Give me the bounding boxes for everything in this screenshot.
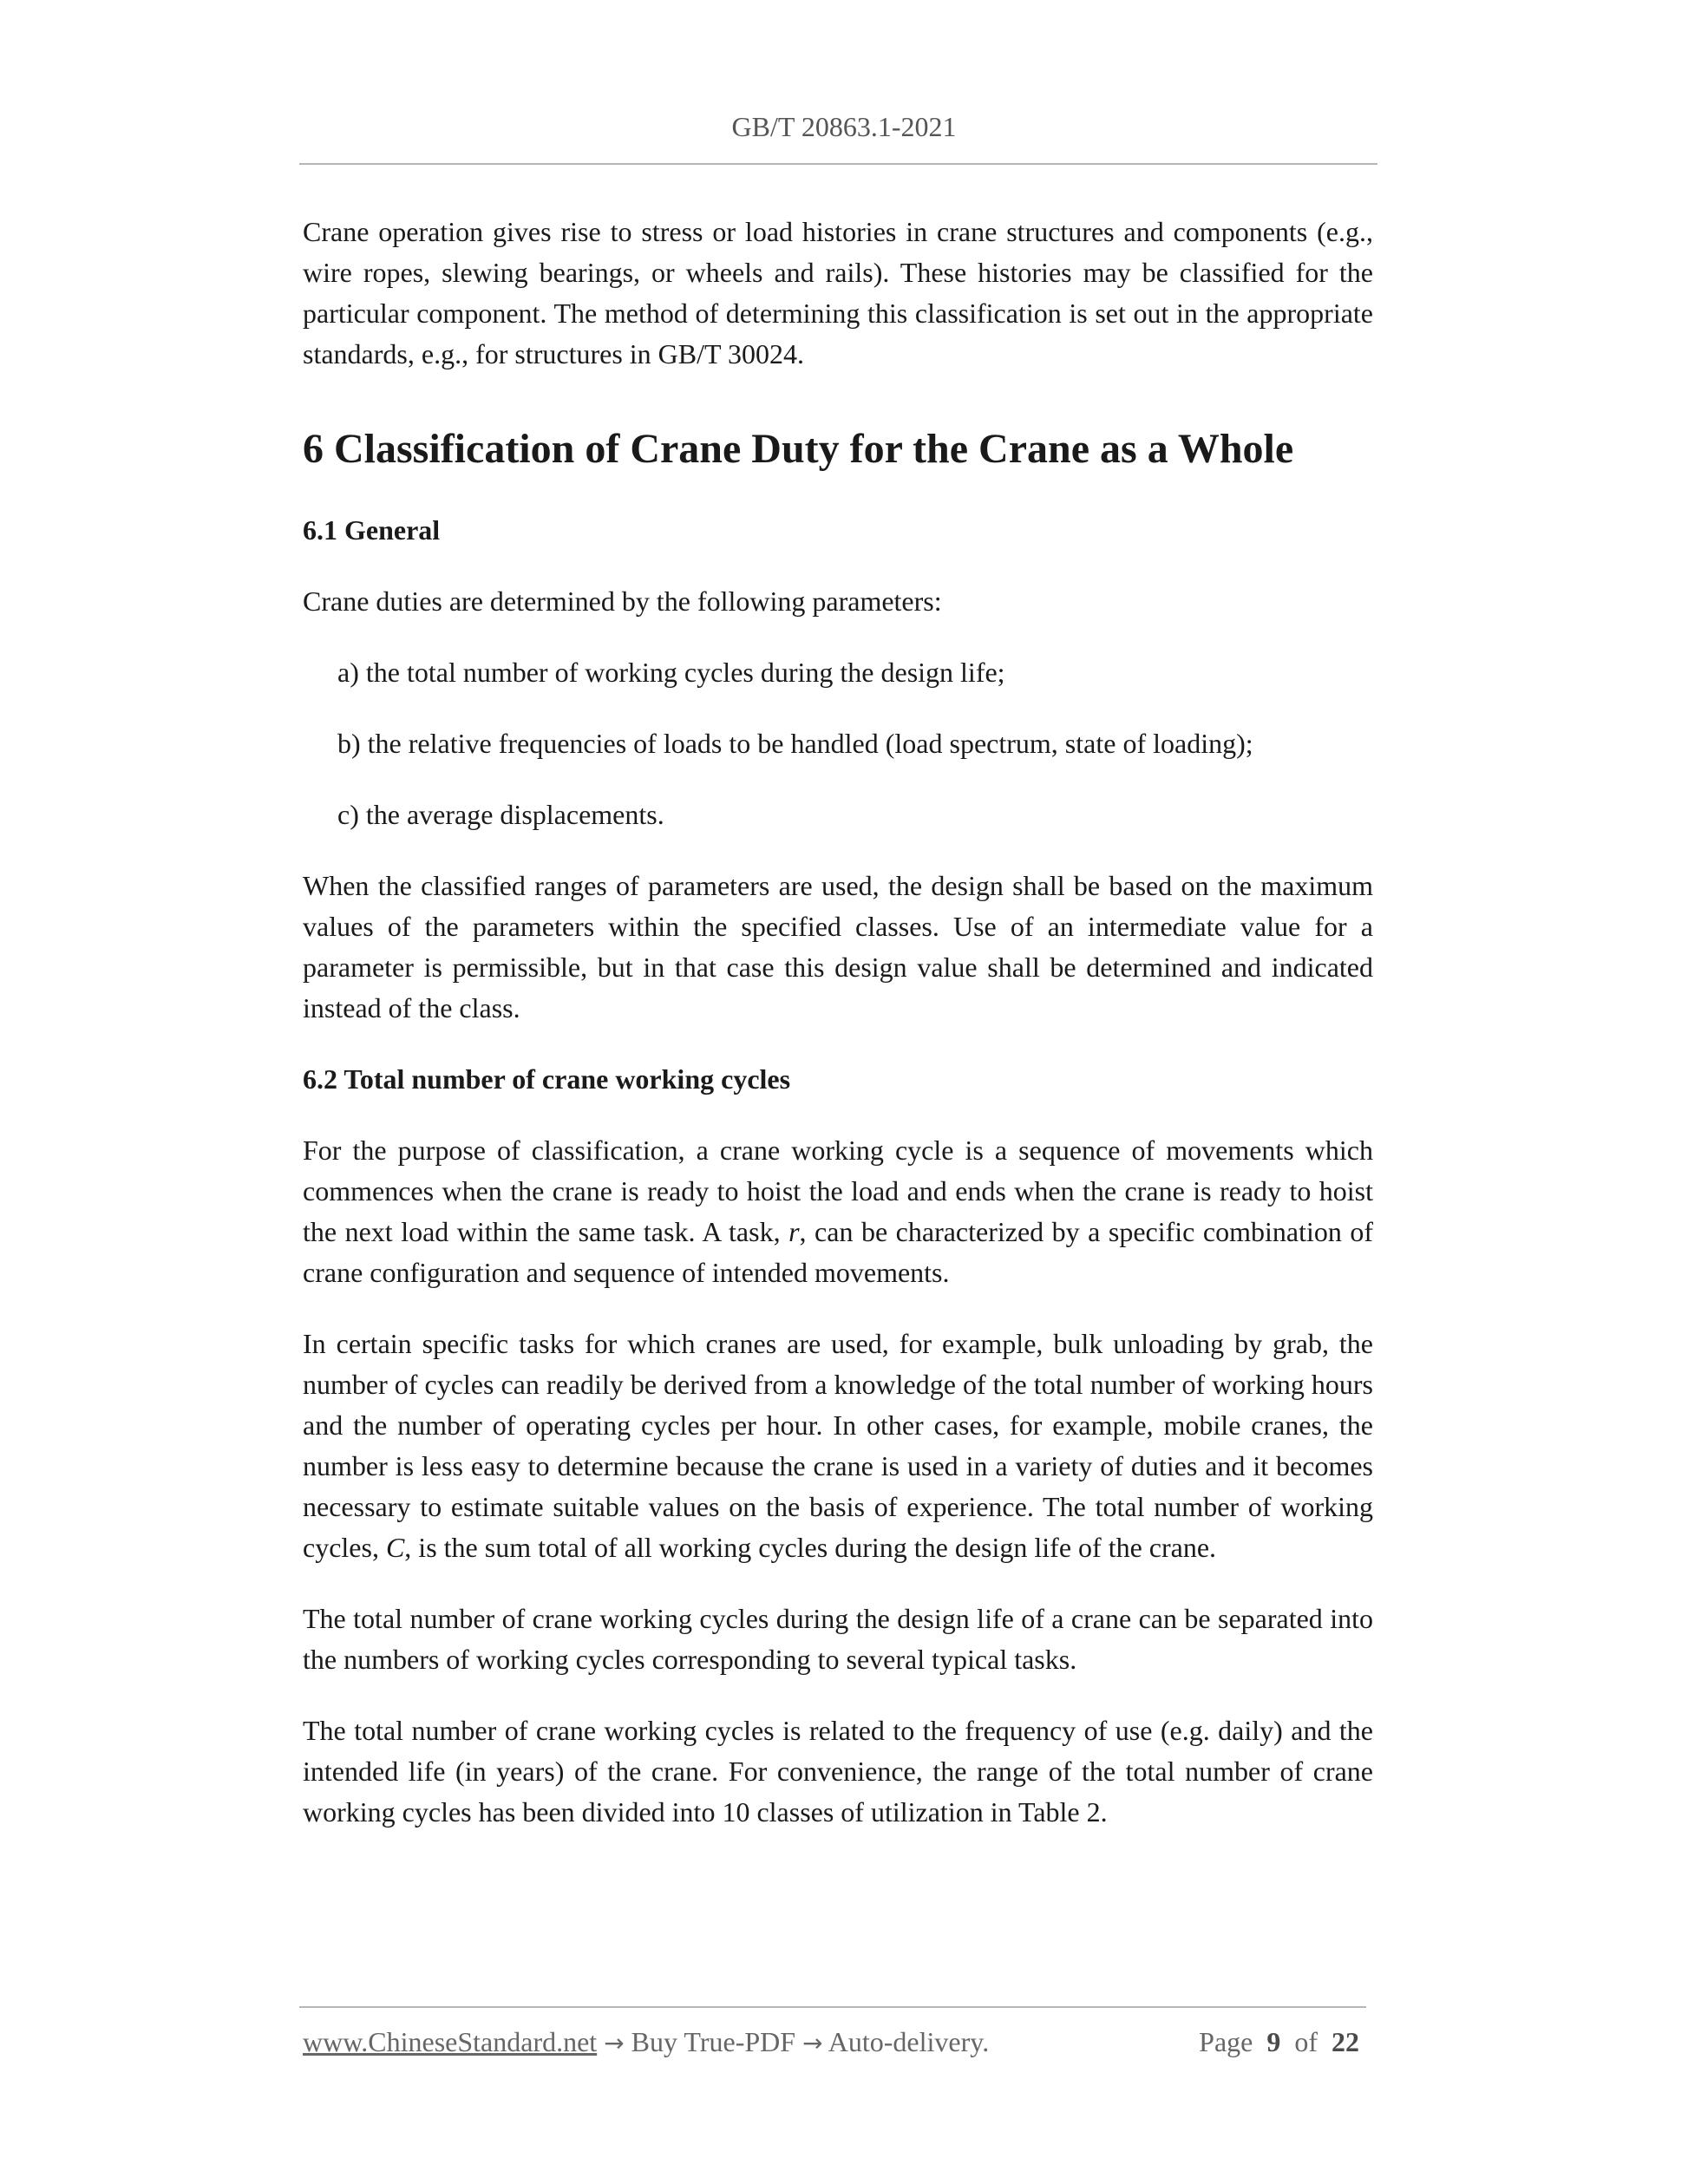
total-pages-number: 22	[1331, 2026, 1359, 2057]
variable-c: C	[385, 1532, 405, 1563]
paragraph-text: , is the sum total of all working cycles during the design life of the crane.	[404, 1532, 1217, 1563]
footer-divider	[299, 2006, 1366, 2008]
section-6-heading: 6 Classification of Crane Duty for the Crane as a Whole	[303, 426, 1294, 472]
paragraph-text: In certain specific tasks for which cranes are used, for example, bulk unloading by grab, the number of cycles can readily be derived from a knowledge of the total number of working hours and the number of operating cycles per hour. In other cases, for example, mobile cranes, the number is less easy to determine because the crane is used in a variety of duties and it becomes necessary to estimate suitable values on the basis of experience. The total number of working cycles,	[303, 1328, 1373, 1563]
section-6-2-paragraph-3: The total number of crane working cycles during the design life of a crane can be separated into the numbers of working cycles corresponding to several typical tasks.	[303, 1603, 1373, 1675]
page-footer	[303, 2026, 1366, 2070]
page-label: Page	[1199, 2026, 1253, 2057]
section-6-1-paragraph-1: Crane duties are determined by the following parameters:	[303, 585, 942, 617]
paragraph-text: For the purpose of classification, a crane working cycle is a sequence of movements which commences when the crane is ready to hoist the load and ends when the crane is ready to hoist the next load within the same task. A task,	[303, 1135, 1373, 1247]
auto-delivery-text: Auto-delivery.	[828, 2026, 990, 2057]
section-6-2-paragraph-4: The total number of crane working cycles is related to the frequency of use (e.g. daily) and the intended life (in years) of the crane. For convenience, the range of the total number of crane working cycles has been divided into 10 classes of utilization in Table 2.	[303, 1715, 1373, 1828]
list-item-c: c) the average displacements.	[337, 799, 664, 830]
of-label: of	[1294, 2026, 1318, 2057]
footer-promo	[303, 2026, 989, 2058]
section-6-2-paragraph-1	[303, 1130, 1373, 1293]
page-body	[303, 212, 1373, 1863]
paragraph-text: , can be characterized by a specific combination of crane configuration and sequence of intended movements.	[303, 1216, 1374, 1288]
list-item-a: a) the total number of working cycles during the design life;	[337, 657, 1005, 688]
document-header: GB/T 20863.1-2021	[731, 111, 957, 142]
variable-r: r	[788, 1216, 800, 1247]
arrow-right-icon: →	[604, 2029, 625, 2057]
section-6-1-heading: 6.1 General	[303, 514, 441, 546]
page-number	[1199, 2026, 1359, 2058]
section-6-2-heading: 6.2 Total number of crane working cycles	[303, 1063, 791, 1095]
arrow-right-icon: →	[802, 2029, 823, 2057]
list-item-b: b) the relative frequencies of loads to be handled (load spectrum, state of loading);	[337, 728, 1253, 759]
current-page-number: 9	[1266, 2026, 1281, 2057]
header-divider	[299, 163, 1377, 165]
buy-pdf-text: Buy True-PDF	[631, 2026, 796, 2057]
website-link[interactable]: www.ChineseStandard.net	[303, 2026, 598, 2057]
intro-paragraph: Crane operation gives rise to stress or load histories in crane structures and components (e.g., wire ropes, slewing bearings, or wheels and rails). These histories may be classified for the particular component. The method of determining this classification is set out in the appropriate standards, e.g., for structures in GB/T 30024.	[303, 216, 1373, 369]
section-6-2-paragraph-2	[303, 1324, 1373, 1568]
section-6-1-paragraph-2: When the classified ranges of parameters are used, the design shall be based on the maximum values of the parameters within the specified classes. Use of an intermediate value for a parameter is permissible, but in that case this design value shall be determined and indicated instead of the class.	[303, 870, 1373, 1023]
